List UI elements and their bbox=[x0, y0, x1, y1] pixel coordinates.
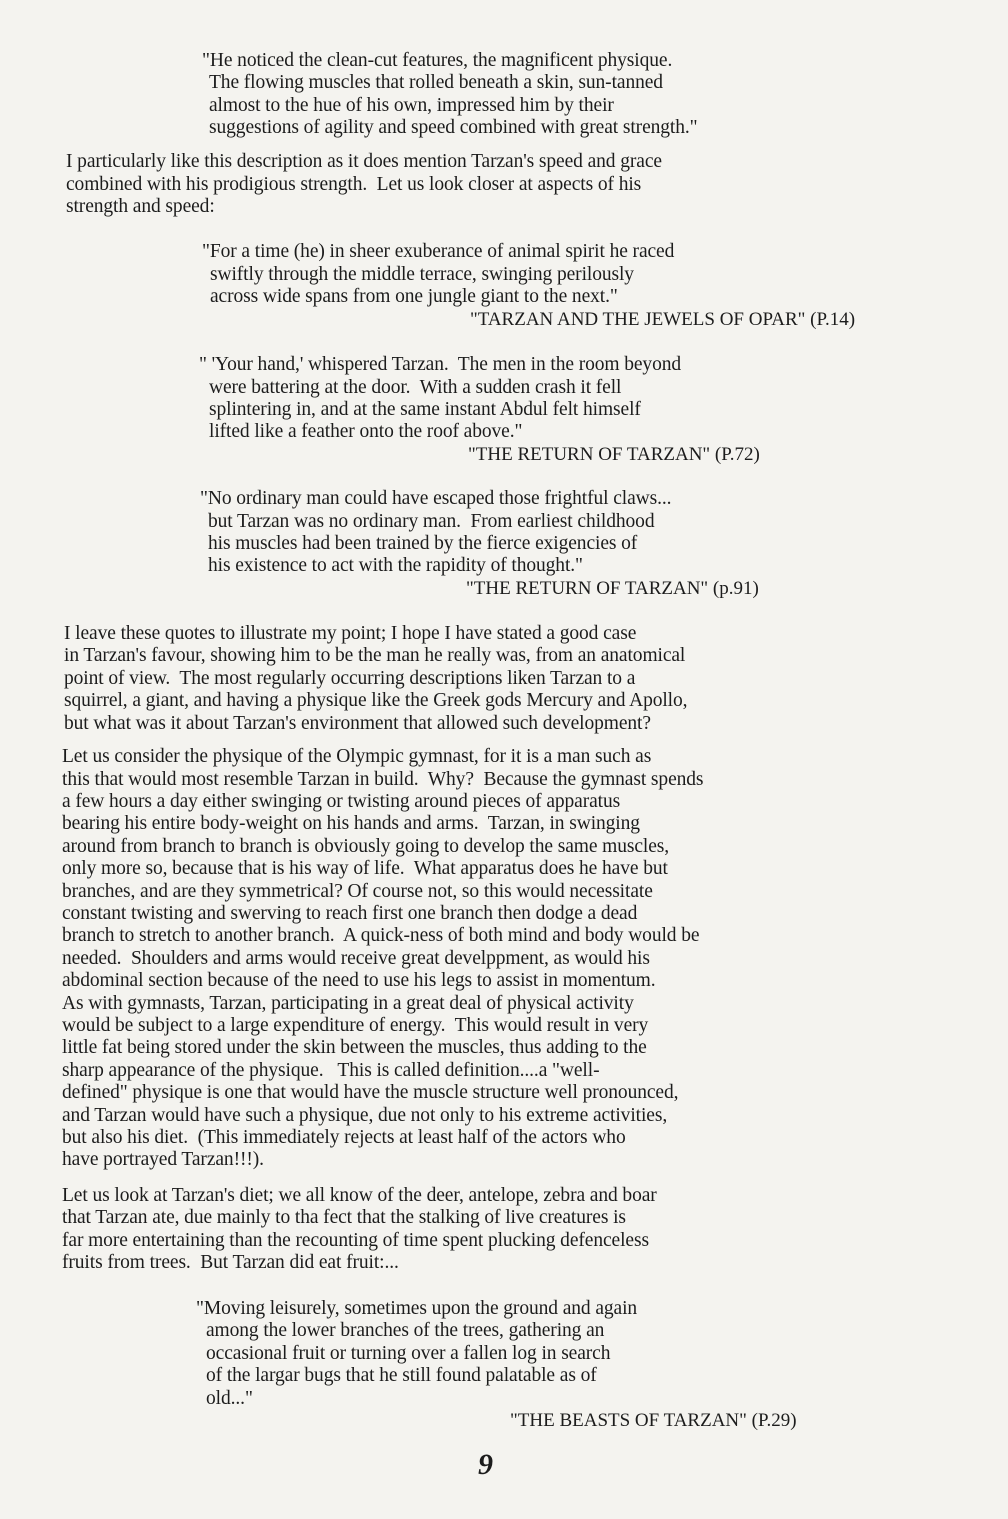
body-line: I leave these quotes to illustrate my point; I hope I have stated a good case bbox=[64, 623, 637, 644]
page-number: 9 bbox=[478, 1448, 493, 1481]
body-line: branch to stretch to another branch. A quick-ness of both mind and body would be bbox=[62, 925, 700, 946]
body-line: squirrel, a giant, and having a physique like the Greek gods Mercury and Apollo, bbox=[64, 690, 688, 711]
body-line: have portrayed Tarzan!!!). bbox=[62, 1149, 264, 1170]
quote-line: "No ordinary man could have escaped those frightful claws... bbox=[200, 488, 672, 509]
body-line: As with gymnasts, Tarzan, participating in a great deal of physical activity bbox=[62, 993, 634, 1014]
quote-line: " 'Your hand,' whispered Tarzan. The men in the room beyond bbox=[199, 354, 682, 375]
quote-line: occasional fruit or turning over a fallen log in search bbox=[206, 1343, 611, 1364]
quote-line: The flowing muscles that rolled beneath a skin, sun-tanned bbox=[209, 72, 663, 93]
quote-citation: "THE RETURN OF TARZAN" (P.72) bbox=[468, 444, 760, 465]
quote-line: lifted like a feather onto the roof above." bbox=[209, 421, 523, 442]
body-line: branches, and are they symmetrical? Of course not, so this would necessitate bbox=[62, 881, 653, 902]
quote-citation: "THE BEASTS OF TARZAN" (P.29) bbox=[510, 1410, 797, 1431]
body-line: a few hours a day either swinging or twisting around pieces of apparatus bbox=[62, 791, 621, 812]
body-line: would be subject to a large expenditure of energy. This would result in very bbox=[62, 1015, 649, 1036]
quote-line: splintering in, and at the same instant Abdul felt himself bbox=[209, 399, 641, 420]
quote-line: his muscles had been trained by the fierce exigencies of bbox=[208, 533, 638, 554]
body-line: Let us look at Tarzan's diet; we all know of the deer, antelope, zebra and boar bbox=[62, 1185, 657, 1206]
body-line: I particularly like this description as it does mention Tarzan's speed and grace bbox=[66, 151, 662, 172]
body-line: strength and speed: bbox=[66, 196, 215, 217]
body-line: abdominal section because of the need to use his legs to assist in momentum. bbox=[62, 970, 656, 991]
quote-line: almost to the hue of his own, impressed him by their bbox=[209, 95, 614, 116]
body-line: but what was it about Tarzan's environment that allowed such development? bbox=[64, 713, 651, 734]
quote-line: swiftly through the middle terrace, swinging perilously bbox=[210, 264, 634, 285]
quote-line: but Tarzan was no ordinary man. From earliest childhood bbox=[208, 511, 655, 532]
body-line: but also his diet. (This immediately rejects at least half of the actors who bbox=[62, 1127, 626, 1148]
body-line: Let us consider the physique of the Olympic gymnast, for it is a man such as bbox=[62, 746, 652, 767]
quote-line: "For a time (he) in sheer exuberance of animal spirit he raced bbox=[202, 241, 675, 262]
quote-line: old..." bbox=[206, 1388, 253, 1409]
quote-line: suggestions of agility and speed combined with great strength." bbox=[209, 117, 698, 138]
body-line: defined" physique is one that would have the muscle structure well pronounced, bbox=[62, 1082, 679, 1103]
body-line: that Tarzan ate, due mainly to tha fect that the stalking of live creatures is bbox=[62, 1207, 626, 1228]
quote-line: "He noticed the clean-cut features, the magnificent physique. bbox=[202, 50, 673, 71]
body-line: bearing his entire body-weight on his hands and arms. Tarzan, in swinging bbox=[62, 813, 640, 834]
body-line: needed. Shoulders and arms would receive great develppment, as would his bbox=[62, 948, 650, 969]
body-line: constant twisting and swerving to reach first one branch then dodge a dead bbox=[62, 903, 638, 924]
body-line: and Tarzan would have such a physique, due not only to his extreme activities, bbox=[62, 1105, 668, 1126]
quote-line: were battering at the door. With a sudden crash it fell bbox=[209, 377, 622, 398]
quote-citation: "TARZAN AND THE JEWELS OF OPAR" (P.14) bbox=[470, 309, 856, 330]
body-line: around from branch to branch is obviously going to develop the same muscles, bbox=[62, 836, 670, 857]
quote-line: his existence to act with the rapidity of thought." bbox=[208, 555, 583, 576]
body-line: this that would most resemble Tarzan in build. Why? Because the gymnast spends bbox=[62, 769, 704, 790]
quote-line: of the largar bugs that he still found palatable as of bbox=[206, 1365, 597, 1386]
body-line: far more entertaining than the recounting of time spent plucking defenceless bbox=[62, 1230, 649, 1251]
body-line: in Tarzan's favour, showing him to be the man he really was, from an anatomical bbox=[64, 645, 686, 666]
quote-line: among the lower branches of the trees, gathering an bbox=[206, 1320, 605, 1341]
quote-line: "Moving leisurely, sometimes upon the ground and again bbox=[196, 1298, 638, 1319]
quote-line: across wide spans from one jungle giant to the next." bbox=[210, 286, 618, 307]
body-line: point of view. The most regularly occurring descriptions liken Tarzan to a bbox=[64, 668, 636, 689]
body-line: combined with his prodigious strength. Let us look closer at aspects of his bbox=[66, 174, 642, 195]
quote-citation: "THE RETURN OF TARZAN" (p.91) bbox=[466, 578, 759, 599]
body-line: fruits from trees. But Tarzan did eat fruit:... bbox=[62, 1252, 399, 1273]
body-line: little fat being stored under the skin between the muscles, thus adding to the bbox=[62, 1037, 647, 1058]
body-line: only more so, because that is his way of life. What apparatus does he have but bbox=[62, 858, 668, 879]
body-line: sharp appearance of the physique. This is called definition....a "well- bbox=[62, 1060, 600, 1081]
